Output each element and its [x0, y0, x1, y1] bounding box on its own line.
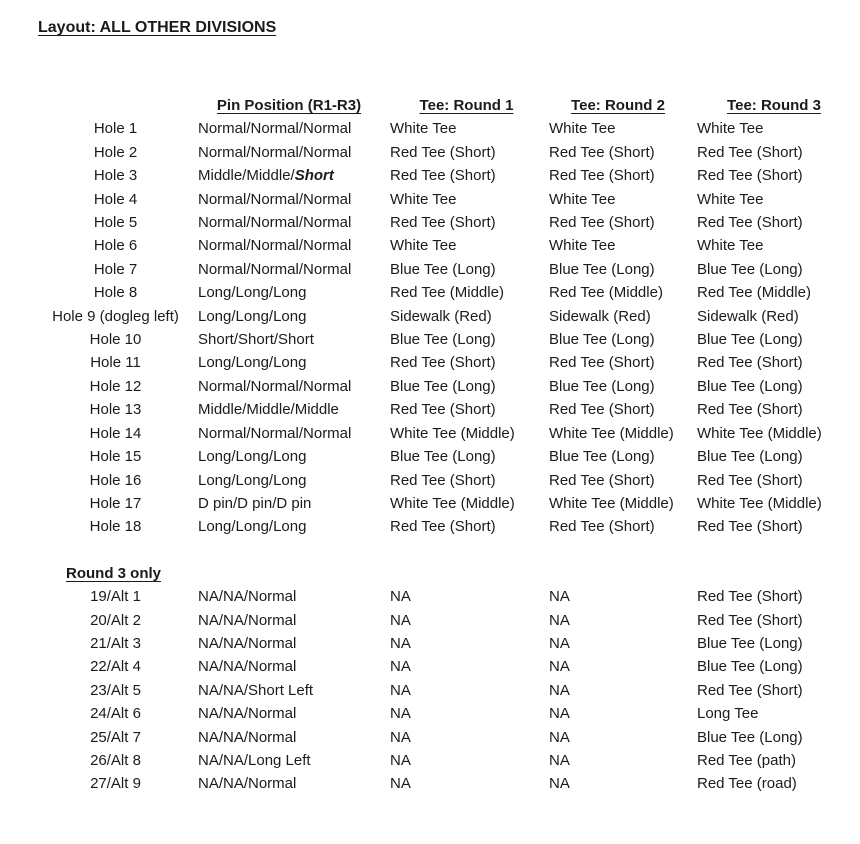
pin-position-cell: Normal/Normal/Normal [198, 143, 352, 161]
tee-round3-cell: Red Tee (Short) [697, 681, 803, 699]
hole-label: 25/Alt 7 [90, 728, 141, 746]
hole-label: 22/Alt 4 [90, 658, 141, 676]
tee-round3-cell: Red Tee (Middle) [697, 284, 811, 302]
table-row [38, 305, 860, 328]
tee-round2-cell: Red Tee (Short) [549, 167, 655, 185]
tee-round2-cell: NA [549, 775, 570, 793]
table-row [38, 749, 860, 772]
pin-position-cell: NA/NA/Normal [198, 775, 297, 793]
tee-round1-cell: White Tee (Middle) [390, 494, 515, 512]
tee-round3-cell: Sidewalk (Red) [697, 307, 799, 325]
pin-position-cell: Long/Long/Long [198, 448, 307, 466]
table-row [38, 141, 860, 164]
column-header-tee-round-3: Tee: Round 3 [727, 97, 821, 114]
tee-round3-cell: White Tee (Middle) [697, 424, 822, 442]
tee-round2-cell: Red Tee (Short) [549, 143, 655, 161]
hole-label: 20/Alt 2 [90, 611, 141, 629]
tee-round3-cell: Red Tee (Short) [697, 167, 803, 185]
pin-position-cell: NA/NA/Long Left [198, 751, 311, 769]
document-title: Layout: ALL OTHER DIVISIONS [38, 19, 277, 36]
table-row [38, 398, 860, 421]
tee-round3-cell: Blue Tee (Long) [697, 448, 803, 466]
tee-round1-cell: White Tee [390, 120, 457, 138]
table-row [38, 469, 860, 492]
hole-label: Hole 18 [89, 518, 142, 536]
pin-position-cell: Middle/Middle/Middle [198, 401, 339, 419]
tee-round1-cell: Red Tee (Short) [390, 401, 496, 419]
pin-position-cell: Normal/Normal/Normal [198, 377, 352, 395]
tee-round2-cell: Blue Tee (Long) [549, 260, 655, 278]
tee-round1-cell: Blue Tee (Long) [390, 331, 496, 349]
tee-round1-cell: NA [390, 681, 411, 699]
tee-round1-cell: NA [390, 751, 411, 769]
hole-label: 21/Alt 3 [90, 634, 141, 652]
tee-round1-cell: White Tee [390, 190, 457, 208]
tee-round2-cell: White Tee (Middle) [549, 424, 674, 442]
pin-position-cell: NA/NA/Normal [198, 634, 297, 652]
tee-round3-cell: White Tee [697, 190, 764, 208]
tee-round1-cell: Red Tee (Short) [390, 471, 496, 489]
tee-round3-cell: Red Tee (road) [697, 775, 797, 793]
hole-label: Hole 17 [89, 494, 142, 512]
tee-round2-cell: Sidewalk (Red) [549, 307, 651, 325]
hole-label: 23/Alt 5 [90, 681, 141, 699]
tee-round1-cell: NA [390, 611, 411, 629]
table-row [38, 375, 860, 398]
hole-label: Hole 10 [89, 331, 142, 349]
table-row [38, 632, 860, 655]
tee-round1-cell: Red Tee (Short) [390, 354, 496, 372]
table-row [38, 726, 860, 749]
tee-round2-cell: White Tee [549, 190, 616, 208]
table-row [38, 188, 860, 211]
table-row [38, 515, 860, 538]
tee-round1-cell: Blue Tee (Long) [390, 377, 496, 395]
pin-position-cell: Long/Long/Long [198, 284, 307, 302]
tee-round2-cell: White Tee (Middle) [549, 494, 674, 512]
tee-round1-cell: Red Tee (Short) [390, 518, 496, 536]
tee-round2-cell: NA [549, 611, 570, 629]
tee-round2-cell: NA [549, 588, 570, 606]
pin-position-cell: NA/NA/Short Left [198, 681, 314, 699]
table-row [38, 351, 860, 374]
tee-round2-cell: NA [549, 728, 570, 746]
table-row [38, 328, 860, 351]
pin-position-cell: Short/Short/Short [198, 331, 314, 349]
tee-round1-cell: Blue Tee (Long) [390, 260, 496, 278]
layout-table [38, 94, 860, 796]
tee-round3-cell: Blue Tee (Long) [697, 377, 803, 395]
round3-only-heading: Round 3 only [66, 564, 161, 582]
tee-round1-cell: Red Tee (Short) [390, 167, 496, 185]
tee-round1-cell: Red Tee (Middle) [390, 284, 504, 302]
hole-label: Hole 4 [93, 190, 138, 208]
main-hole-rows [38, 117, 860, 538]
tee-round1-cell: Red Tee (Short) [390, 214, 496, 232]
pin-position-cell: D pin/D pin/D pin [198, 494, 312, 512]
table-row [38, 655, 860, 678]
tee-round3-cell: Blue Tee (Long) [697, 260, 803, 278]
hole-label: Hole 2 [93, 143, 138, 161]
column-header-tee-round-1: Tee: Round 1 [419, 97, 514, 114]
tee-round3-cell: Blue Tee (Long) [697, 728, 803, 746]
tee-round2-cell: Red Tee (Short) [549, 214, 655, 232]
tee-round3-cell: Red Tee (Short) [697, 214, 803, 232]
pin-position-cell: Middle/Middle/Short [198, 167, 334, 185]
tee-round3-cell: Blue Tee (Long) [697, 658, 803, 676]
tee-round2-cell: Red Tee (Short) [549, 471, 655, 489]
table-row [38, 117, 860, 140]
tee-round3-cell: Red Tee (Short) [697, 611, 803, 629]
hole-column-header-blank [38, 94, 193, 117]
tee-round2-cell: White Tee [549, 120, 616, 138]
table-header-row [38, 94, 860, 117]
tee-round3-cell: White Tee [697, 120, 764, 138]
tee-round1-cell: NA [390, 634, 411, 652]
tee-round3-cell: Red Tee (Short) [697, 518, 803, 536]
pin-position-cell: Long/Long/Long [198, 518, 307, 536]
tee-round3-cell: Long Tee [697, 705, 759, 723]
tee-round2-cell: NA [549, 751, 570, 769]
tee-round2-cell: NA [549, 658, 570, 676]
hole-label: Hole 11 [90, 354, 141, 372]
hole-label: 19/Alt 1 [90, 588, 141, 606]
column-header-pin-position: Pin Position (R1-R3) [216, 97, 362, 114]
tee-round1-cell: NA [390, 775, 411, 793]
pin-position-cell: Normal/Normal/Normal [198, 237, 352, 255]
pin-position-cell: NA/NA/Normal [198, 705, 297, 723]
pin-position-cell: NA/NA/Normal [198, 658, 297, 676]
hole-label: 24/Alt 6 [90, 705, 141, 723]
hole-label: Hole 1 [93, 120, 138, 138]
pin-position-cell: NA/NA/Normal [198, 728, 297, 746]
tee-round2-cell: Red Tee (Short) [549, 401, 655, 419]
pin-position-emphasis: Short [294, 167, 334, 185]
table-row [38, 164, 860, 187]
hole-label: Hole 5 [93, 214, 138, 232]
tee-round3-cell: Red Tee (Short) [697, 401, 803, 419]
tee-round1-cell: Red Tee (Short) [390, 143, 496, 161]
tee-round1-cell: NA [390, 588, 411, 606]
hole-label: Hole 7 [93, 260, 138, 278]
tee-round3-cell: White Tee (Middle) [697, 494, 822, 512]
table-row [38, 679, 860, 702]
table-row [38, 258, 860, 281]
hole-label: Hole 16 [89, 471, 142, 489]
tee-round1-cell: White Tee (Middle) [390, 424, 515, 442]
table-row [38, 772, 860, 795]
pin-position-cell: Long/Long/Long [198, 354, 307, 372]
alt-hole-rows [38, 585, 860, 796]
table-row [38, 585, 860, 608]
hole-label: 27/Alt 9 [90, 775, 141, 793]
table-row [38, 234, 860, 257]
pin-position-cell: Normal/Normal/Normal [198, 120, 352, 138]
tee-round2-cell: White Tee [549, 237, 616, 255]
tee-round3-cell: Red Tee (Short) [697, 143, 803, 161]
hole-label: Hole 12 [89, 377, 142, 395]
tee-round3-cell: Red Tee (path) [697, 751, 796, 769]
table-row [38, 281, 860, 304]
tee-round1-cell: White Tee [390, 237, 457, 255]
tee-round2-cell: NA [549, 681, 570, 699]
hole-label: Hole 3 [93, 167, 138, 185]
tee-round2-cell: NA [549, 705, 570, 723]
tee-round2-cell: Red Tee (Middle) [549, 284, 663, 302]
hole-label: Hole 9 (dogleg left) [52, 307, 179, 325]
tee-round1-cell: Blue Tee (Long) [390, 448, 496, 466]
pin-position-cell: NA/NA/Normal [198, 588, 297, 606]
tee-round3-cell: Red Tee (Short) [697, 354, 803, 372]
hole-label: Hole 14 [89, 424, 142, 442]
hole-label: Hole 15 [89, 448, 142, 466]
pin-position-cell: Long/Long/Long [198, 307, 307, 325]
tee-round1-cell: NA [390, 705, 411, 723]
tee-round1-cell: NA [390, 658, 411, 676]
tee-round3-cell: White Tee [697, 237, 764, 255]
table-row [38, 492, 860, 515]
column-header-tee-round-2: Tee: Round 2 [571, 97, 665, 114]
table-row [38, 445, 860, 468]
tee-round1-cell: NA [390, 728, 411, 746]
tee-round2-cell: Blue Tee (Long) [549, 377, 655, 395]
hole-label: Hole 6 [93, 237, 138, 255]
tee-round2-cell: Red Tee (Short) [549, 518, 655, 536]
hole-label: Hole 8 [93, 284, 138, 302]
pin-position-cell: Normal/Normal/Normal [198, 424, 352, 442]
pin-position-cell: Normal/Normal/Normal [198, 260, 352, 278]
table-row [38, 211, 860, 234]
tee-round3-cell: Red Tee (Short) [697, 471, 803, 489]
pin-position-cell: Normal/Normal/Normal [198, 190, 352, 208]
table-row [38, 609, 860, 632]
tee-round2-cell: NA [549, 634, 570, 652]
tee-round2-cell: Blue Tee (Long) [549, 331, 655, 349]
pin-position-cell: NA/NA/Normal [198, 611, 297, 629]
table-row [38, 702, 860, 725]
tee-round3-cell: Blue Tee (Long) [697, 634, 803, 652]
tee-round3-cell: Blue Tee (Long) [697, 331, 803, 349]
hole-label: 26/Alt 8 [90, 751, 141, 769]
pin-position-cell: Normal/Normal/Normal [198, 214, 352, 232]
tee-round2-cell: Blue Tee (Long) [549, 448, 655, 466]
tee-round1-cell: Sidewalk (Red) [390, 307, 492, 325]
hole-label: Hole 13 [89, 401, 142, 419]
pin-position-cell: Long/Long/Long [198, 471, 307, 489]
table-row [38, 422, 860, 445]
tee-round2-cell: Red Tee (Short) [549, 354, 655, 372]
tee-round3-cell: Red Tee (Short) [697, 588, 803, 606]
